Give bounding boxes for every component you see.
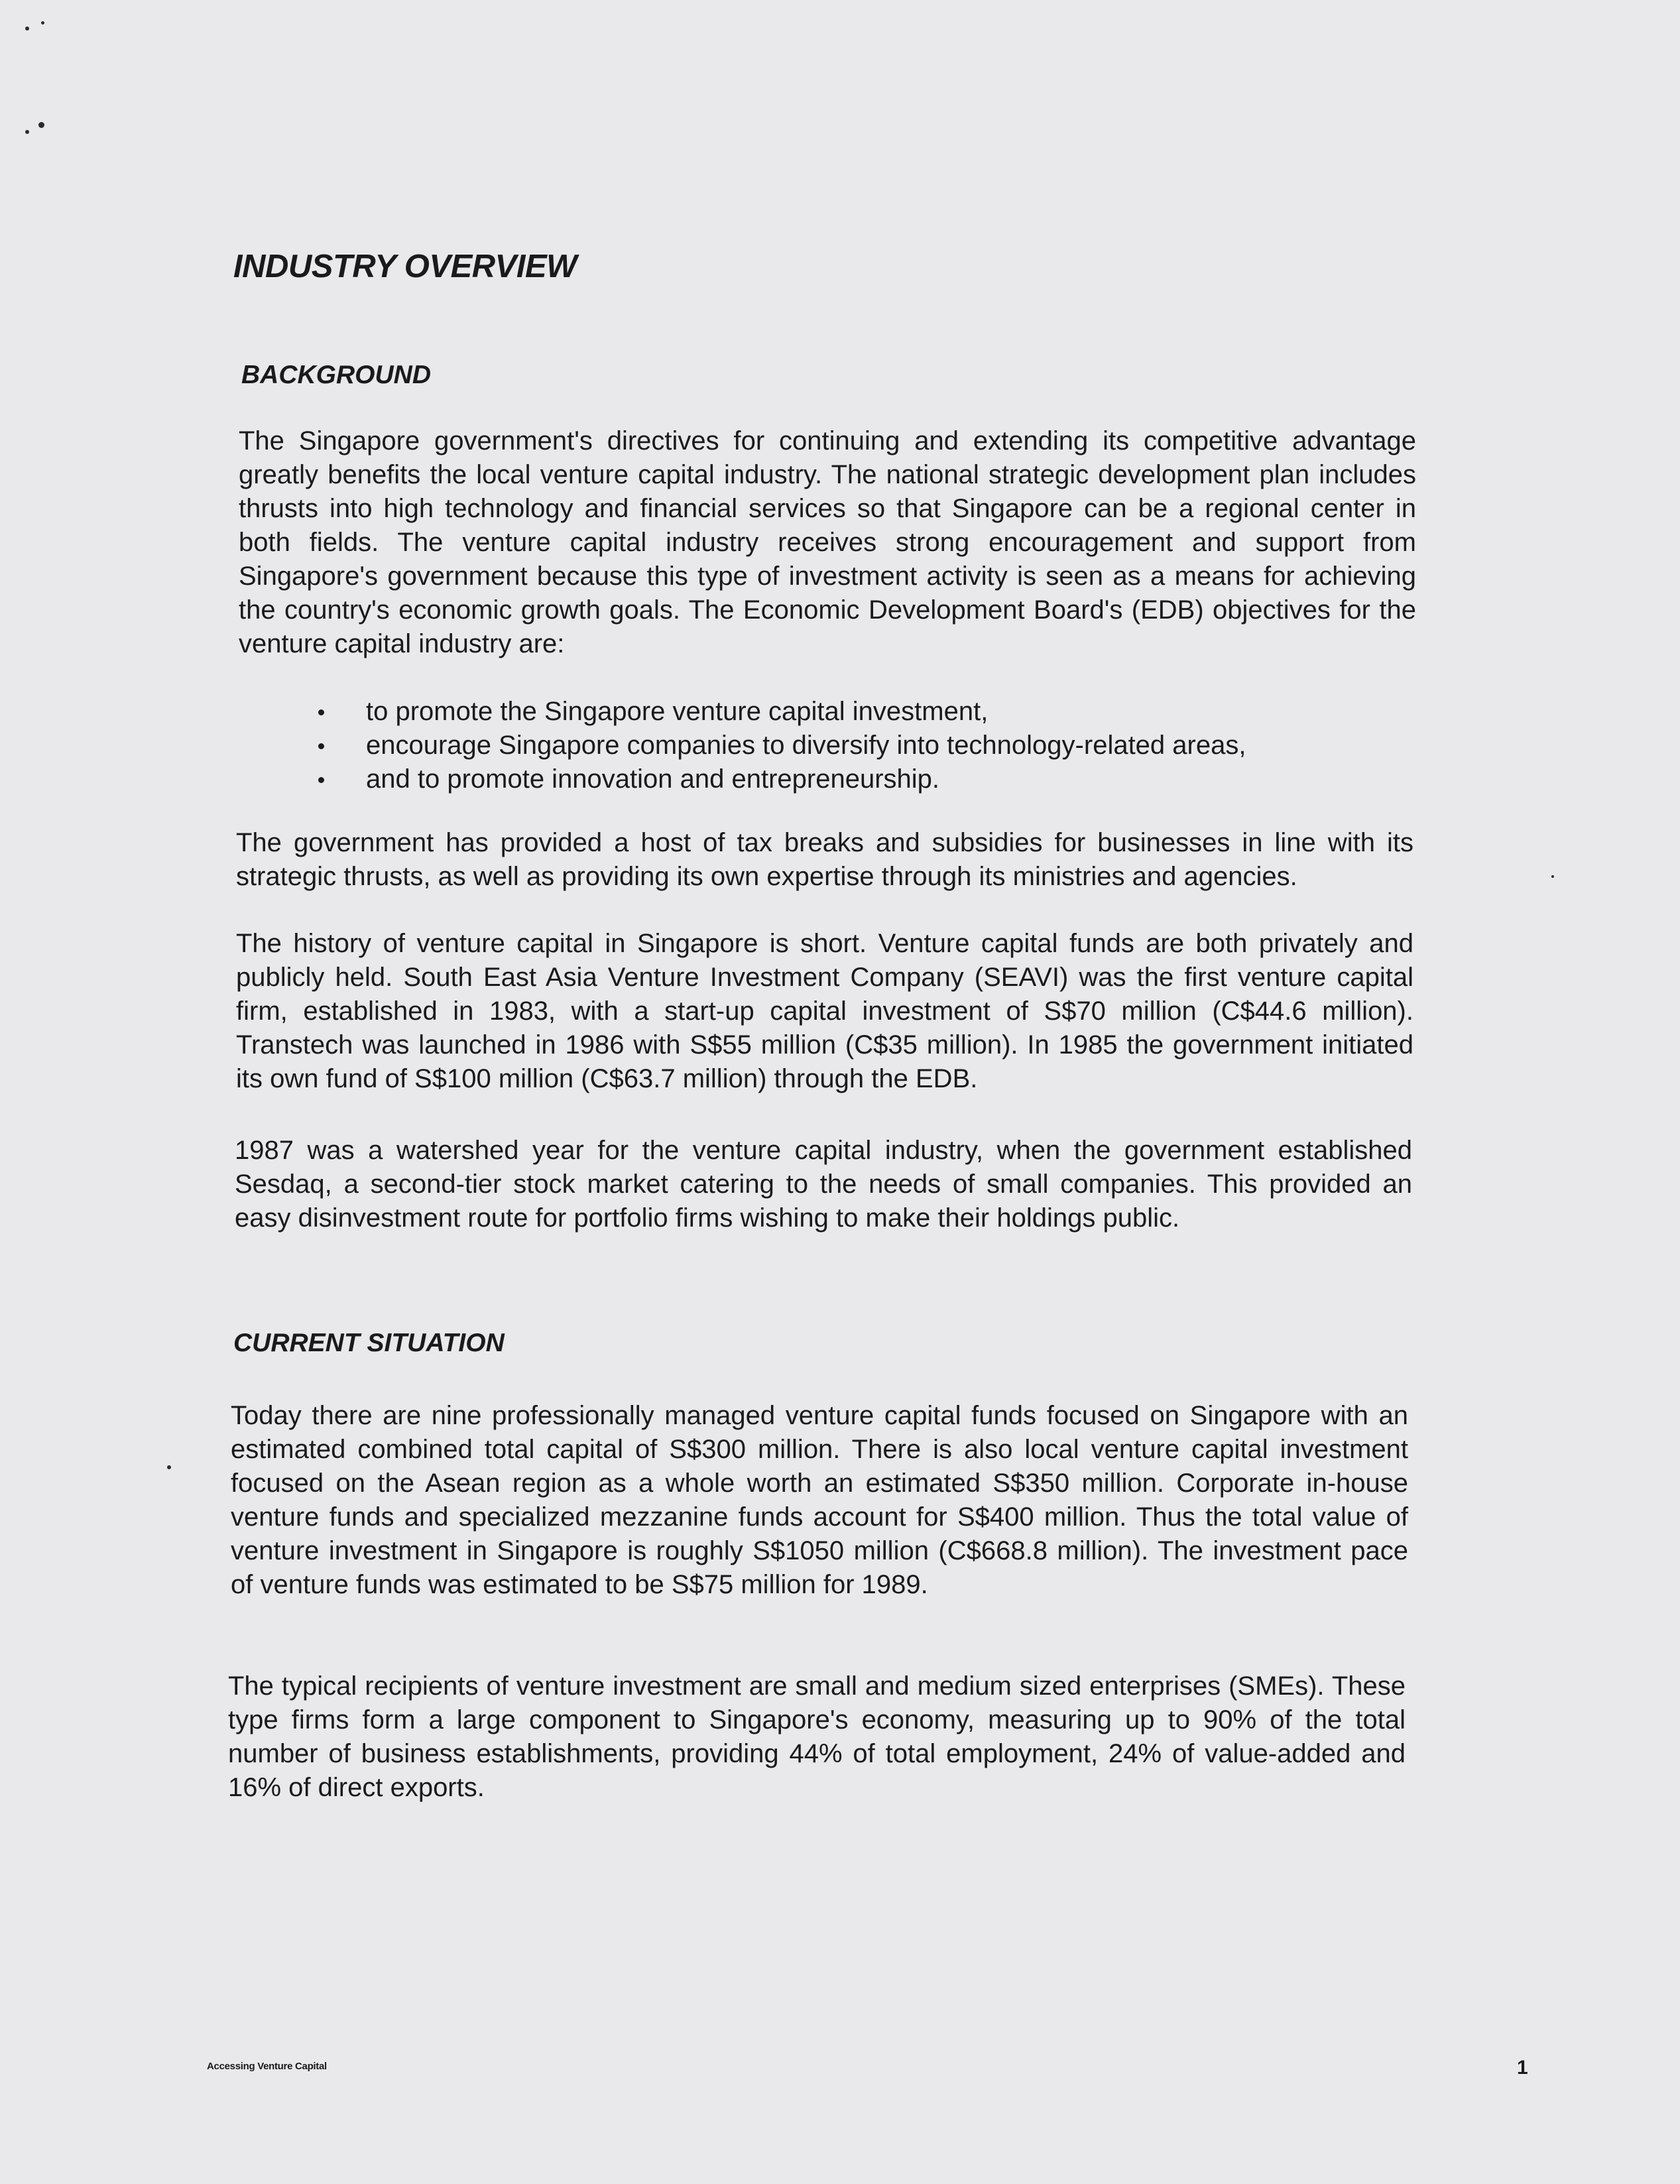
list-item: to promote the Singapore venture capital investment, <box>313 695 1246 729</box>
page-title: INDUSTRY OVERVIEW <box>233 249 577 284</box>
paragraph-1987: 1987 was a watershed year for the venture capital industry, when the government established Sesdaq, a second-tier stock market catering to the needs of small companies. This provided an easy disinvestment route for portfolio firms wishing to make their holdings public. <box>235 1136 1412 1233</box>
paragraph-background-intro: The Singapore government's directives for continuing and extending its competitive advantage greatly benefits the local venture capital industry. The national strategic development plan includes thrusts into high technology and financial services so that Singapore can be a regional center in both fields. The venture capital industry receives strong encouragement and support from Singapore's government because this type of investment activity is seen as a means for achieving the country's economic growth goals. The Economic Development Board's (EDB) objectives for the venture capital industry are: <box>239 426 1416 658</box>
list-item: and to promote innovation and entrepreneurship. <box>313 762 1246 796</box>
scan-speck <box>25 27 29 30</box>
paragraph-history: The history of venture capital in Singapore is short. Venture capital funds are both privately and publicly held. South East Asia Venture Investment Company (SEAVI) was the first venture capital firm, established in 1983, with a start-up capital investment of S$70 million (C$44.6 million). Transtech was launched in 1986 with S$55 million (C$35 million). In 1985 the government initiated its own fund of S$100 million (C$63.7 million) through the EDB. <box>236 929 1413 1093</box>
scan-speck <box>41 21 44 25</box>
scan-speck <box>167 1465 171 1469</box>
footer-document-name: Accessing Venture Capital <box>207 2061 327 2072</box>
scan-speck <box>25 130 29 134</box>
paragraph-smes: The typical recipients of venture investment are small and medium sized enterprises (SMEs). These type firms form a large component to Singapore's economy, measuring up to 90% of the total number of business establishments, providing 44% of total employment, 24% of value-added and 16% of direct exports. <box>228 1671 1406 1802</box>
scan-speck <box>38 122 44 128</box>
edb-objectives-list <box>313 695 1246 796</box>
section-heading-current-situation: CURRENT SITUATION <box>233 1329 505 1357</box>
paragraph-tax-breaks: The government has provided a host of tax breaks and subsidies for businesses in line with its strategic thrusts, as well as providing its own expertise through its ministries and agencies. <box>236 828 1413 891</box>
page-number: 1 <box>1517 2057 1528 2079</box>
section-heading-background: BACKGROUND <box>241 361 431 389</box>
scan-speck <box>1551 875 1554 878</box>
list-item: encourage Singapore companies to diversify into technology-related areas, <box>313 729 1246 762</box>
paragraph-funds: Today there are nine professionally managed venture capital funds focused on Singapore with an estimated combined total capital of S$300 million. There is also local venture capital investment focused on the Asean region as a whole worth an estimated S$350 million. Corporate in-house venture funds and specialized mezzanine funds account for S$400 million. Thus the total value of venture investment in Singapore is roughly S$1050 million (C$668.8 million). The investment pace of venture funds was estimated to be S$75 million for 1989. <box>231 1401 1408 1599</box>
